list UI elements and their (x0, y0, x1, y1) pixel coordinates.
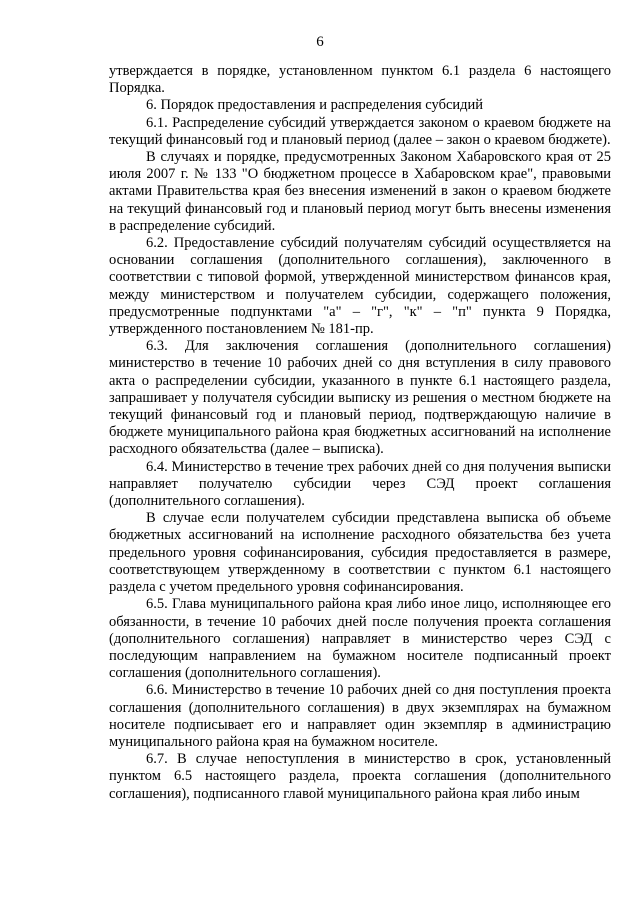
paragraph-6-4-extract: В случае если получателем субсидии представлена выписка об объеме бюджетных ассигнований на исполнение расходного обязательства без учета предельного уровня софинансирования, субсидия предоставляется в размере, соответствующем утвержденному в соответствии с пунктом 6.1 настоящего раздела с учетом предельного уровня софинансирования. (109, 510, 611, 596)
paragraph-6-4: 6.4. Министерство в течение трех рабочих дней со дня получения выписки направляет получателю субсидии через СЭД проект соглашения (дополнительного соглашения). (109, 458, 611, 510)
paragraph-6-5: 6.5. Глава муниципального района края либо иное лицо, исполняющее его обязанности, в течение 10 рабочих дней после получения проекта соглашения (дополнительного соглашения) направляет в министерство через СЭД с последующим направлением на бумажном носителе подписанный проект соглашения (дополнительного соглашения). (109, 596, 611, 682)
section-heading: 6. Порядок предоставления и распределения субсидий (146, 97, 484, 114)
continued-paragraph: утверждается в порядке, установленном пунктом 6.1 раздела 6 настоящего Порядка. (109, 63, 611, 97)
document-body (109, 63, 611, 803)
paragraph-6-3: 6.3. Для заключения соглашения (дополнительного соглашения) министерство в течение 10 рабочих дней со дня вступления в силу правового акта о распределении субсидии, указанного в пункте 6.1 настоящего раздела, запрашивает у получателя субсидии выписку из решения о местном бюджете на текущий финансовый год и плановый период, подтверждающую наличие в бюджете муниципального района края бюджетных ассигнований на исполнение расходного обязательства (далее – выписка). (109, 338, 611, 458)
paragraph-6-2: 6.2. Предоставление субсидий получателям субсидий осуществляется на основании соглашения (дополнительного соглашения), заключенного в соответствии с типовой формой, утвержденной министерством финансов края, между министерством и получателем субсидии, содержащего положения, предусмотренные подпунктами "а" – "г", "к" – "п" пункта 9 Порядка, утвержденного постановлением № 181-пр. (109, 235, 611, 338)
paragraph-6-1-amendments: В случаях и порядке, предусмотренных Законом Хабаровского края от 25 июля 2007 г. № 133 "О бюджетном процессе в Хабаровском крае", правовыми актами Правительства края без внесения изменений в закон о краевом бюджете на текущий финансовый год и плановый период могут быть внесены изменения в распределение субсидий. (109, 149, 611, 234)
paragraph-6-1: 6.1. Распределение субсидий утверждается законом о краевом бюджете на текущий финансовый год и плановый период (далее – закон о краевом бюджете). (109, 114, 611, 148)
paragraph-6-7: 6.7. В случае непоступления в министерство в срок, установленный пунктом 6.5 настоящего раздела, проекта соглашения (дополнительного соглашения), подписанного главой муниципального района края либо иным (109, 751, 611, 802)
paragraph-6-6: 6.6. Министерство в течение 10 рабочих дней со дня поступления проекта соглашения (дополнительного соглашения) в двух экземплярах на бумажном носителе подписывает его и направляет один экземпляр в администрацию муниципального района края на бумажном носителе. (109, 682, 611, 750)
page-number: 6 (316, 34, 324, 50)
